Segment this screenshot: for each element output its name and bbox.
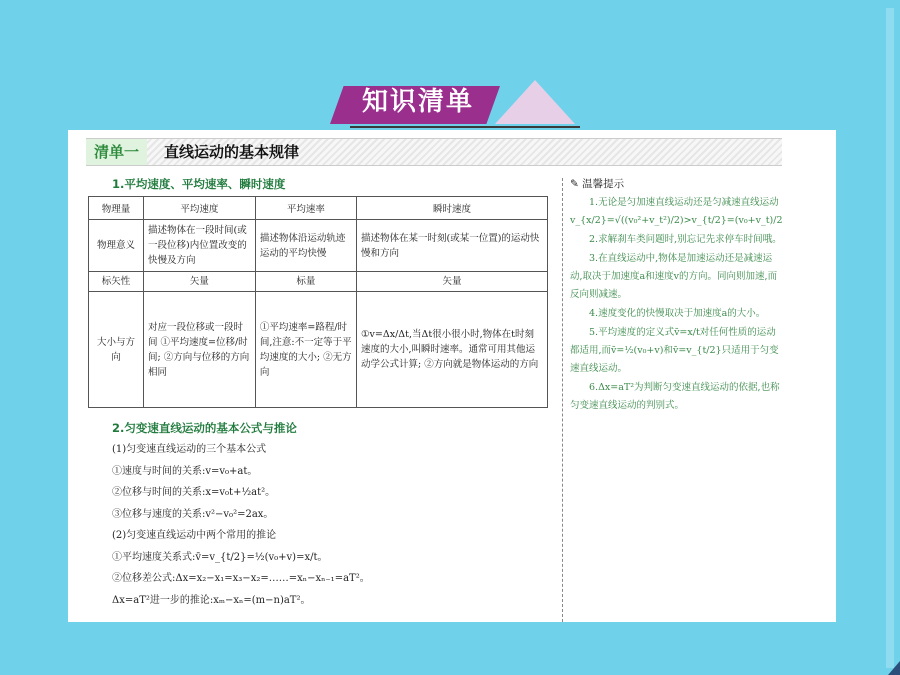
table-cell: 描述物体在一段时间(或一段位移)内位置改变的快慢及方向 [144,220,256,272]
decorative-corner [888,661,900,675]
tip-item: 3.在直线运动中,物体是加速运动还是减速运动,取决于加速度a和速度v的方向。同向则加速,而反向则减速。 [570,253,778,300]
formula-line: (2)匀变速直线运动中两个常用的推论 [112,530,277,541]
table-row [89,220,548,272]
banner-underline [350,126,580,128]
table-row [89,272,548,292]
tips-title: 温馨提示 [582,178,625,190]
tip-item: 1.无论是匀加速直线运动还是匀减速直线运动v_{x/2}=√((v₀²+v_t²)/2)>v_{t/2}=(v₀+v_t)/2 [570,197,783,226]
column-divider [562,178,563,622]
table-cell: ①v=Δx/Δt,当Δt很小很小时,物体在t时刻速度的大小,叫瞬时速率。通常可用其他运动学公式计算; ②方向就是物体运动的方向 [357,292,548,408]
tip-item: 5.平均速度的定义式v̄=x/t对任何性质的运动都适用,而v̄=½(v₀+v)和v̄=v_{t/2}只适用于匀变速直线运动。 [570,327,779,374]
section-tag: 清单一 [86,139,147,165]
table-cell: 描述物体沿运动轨迹运动的平均快慢 [255,220,356,272]
formula-line: ①平均速度关系式:v̄=v_{t/2}=½(v₀+v)=x/t。 [112,551,328,563]
banner-triangle [495,80,575,124]
content-card [68,130,836,622]
title-banner [330,80,580,130]
tips-list [570,194,784,416]
table-cell: 描述物体在某一时刻(或某一位置)的运动快慢和方向 [357,220,548,272]
formula-line: ②位移与时间的关系:x=v₀t+½at²。 [112,487,276,498]
table-row-header: 标矢性 [89,272,144,292]
formula-list [112,440,370,612]
part1-heading: 1.平均速度、平均速率、瞬时速度 [112,177,286,191]
velocity-table [88,196,548,408]
decorative-side-bar [886,8,894,668]
table-cell: 对应一段位移或一段时间 ①平均速度=位移/时间; ②方向与位移的方向相同 [144,292,256,408]
table-header-cell: 平均速度 [144,197,256,220]
formula-line: ①速度与时间的关系:v=v₀+at。 [112,465,258,477]
table-header-cell: 物理量 [89,197,144,220]
section-title: 直线运动的基本规律 [164,143,300,161]
tip-item: 2.求解刹车类问题时,别忘记先求停车时间哦。 [589,234,782,245]
table-cell: 矢量 [357,272,548,292]
table-cell: ①平均速率=路程/时间,注意:不一定等于平均速度的大小; ②无方向 [255,292,356,408]
table-cell: 标量 [255,272,356,292]
formula-line: ②位移差公式:Δx=x₂−x₁=x₃−x₂=……=xₙ−xₙ₋₁=aT²。 [112,573,370,584]
table-row-header: 大小与方向 [89,292,144,408]
section-header [86,138,782,166]
tip-item: 6.Δx=aT²为判断匀变速直线运动的依据,也称匀变速直线运动的判别式。 [570,382,780,411]
formula-line: Δx=aT²进一步的推论:xₘ−xₙ=(m−n)aT²。 [112,594,311,606]
table-header-cell: 平均速率 [255,197,356,220]
part2-heading: 2.匀变速直线运动的基本公式与推论 [112,421,297,435]
tip-item: 4.速度变化的快慢取决于加速度a的大小。 [589,308,766,319]
table-row-header: 物理意义 [89,220,144,272]
table-row [89,292,548,408]
formula-line: (1)匀变速直线运动的三个基本公式 [112,444,267,455]
tips-icon: ✎ [570,178,579,190]
tips-heading [570,176,624,191]
table-header-cell: 瞬时速度 [357,197,548,220]
formula-line: ③位移与速度的关系:v²−v₀²=2ax。 [112,508,274,520]
table-cell: 矢量 [144,272,256,292]
banner-title: 知识清单 [361,87,474,117]
table-header-row [89,197,548,220]
